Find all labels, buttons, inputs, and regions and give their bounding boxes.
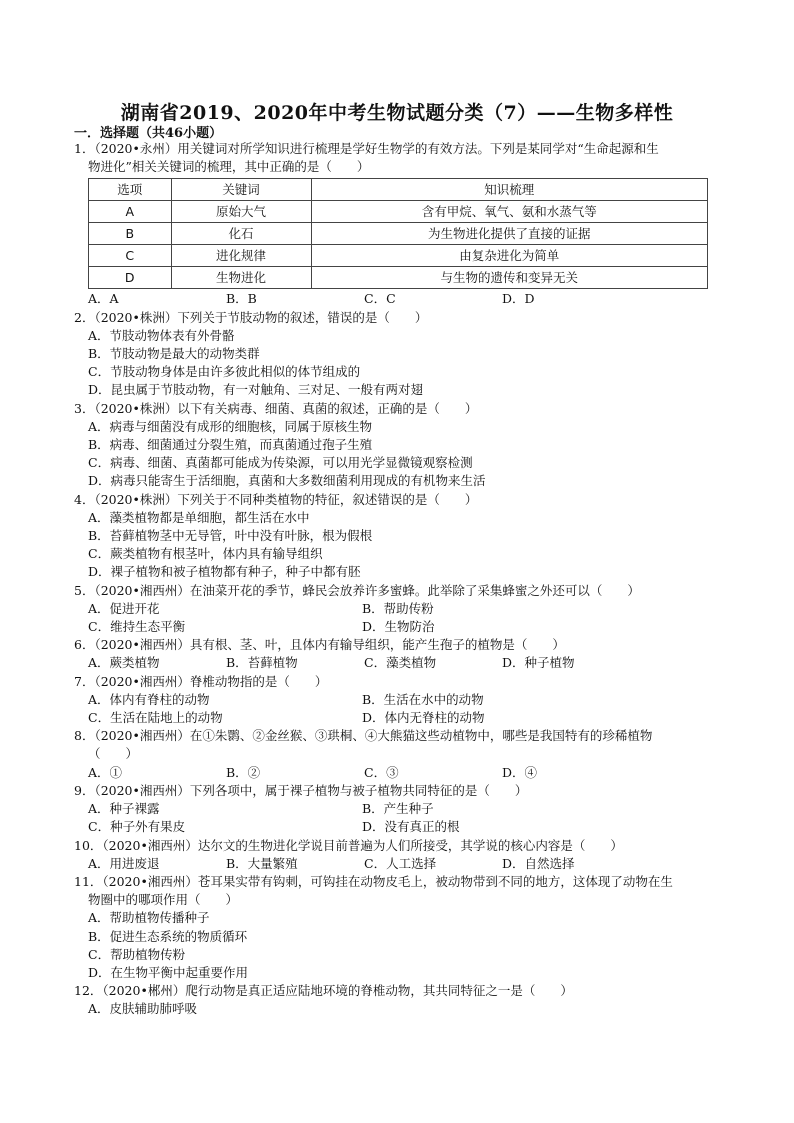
option-row [74, 691, 722, 709]
question-stem: 11．（2020•湘西州）苍耳果实带有钩刺，可钩挂在动物皮毛上，被动物带到不同的地方，这体现了动物在生 [74, 873, 673, 889]
table-cell: 含有甲烷、氧气、氨和水蒸气等 [311, 201, 707, 223]
option-a: A．用进废退 [88, 855, 160, 871]
option-c: C．C [364, 291, 396, 307]
question-stem: 5．（2020•湘西州）在油菜开花的季节，蜂民会放养许多蜜蜂。此举除了采集蜂蜜之外还可以（ ） [74, 582, 640, 598]
option-b: B．促进生态系统的物质循环 [88, 928, 248, 944]
table-cell: 原始大气 [171, 201, 311, 223]
option-b: B．苔藓植物 [226, 655, 298, 671]
question-5 [74, 582, 722, 637]
question-9 [74, 782, 722, 837]
option-d: D．裸子植物和被子植物都有种子，种子中都有胚 [88, 564, 361, 580]
table-row [89, 245, 708, 267]
option-c: C．种子外有果皮 [88, 819, 186, 835]
option-c: C．帮助植物传粉 [88, 946, 186, 962]
question-list [74, 140, 722, 1019]
option-row [74, 709, 722, 727]
option-a: A．蕨类植物 [88, 655, 160, 671]
table-cell: 由复杂进化为简单 [311, 245, 707, 267]
table-cell: D [89, 267, 172, 289]
option-a: A．节肢动物体表有外骨骼 [88, 327, 235, 343]
option-row [74, 600, 722, 618]
table-cell: C [89, 245, 172, 267]
option-row [74, 290, 722, 308]
table-cell: B [89, 223, 172, 245]
option-d: D．昆虫属于节肢动物，有一对触角、三对足、一般有两对翅 [88, 382, 424, 398]
question-3 [74, 400, 722, 491]
table-cell: 为生物进化提供了直接的证据 [311, 223, 707, 245]
question-6 [74, 636, 722, 672]
option-d: D．D [502, 291, 535, 307]
option-a: A．帮助植物传播种子 [88, 910, 210, 926]
question-stem: 1．（2020•永州）用关键词对所学知识进行梳理是学好生物学的有效方法。下列是某同学对“生命起源和生 [74, 141, 659, 156]
table-row [89, 223, 708, 245]
option-d: D．生物防治 [362, 619, 435, 635]
question-stem: 9．（2020•湘西州）下列各项中，属于裸子植物与被子植物共同特征的是（ ） [74, 782, 528, 798]
question-stem-continued: （ ） [88, 746, 139, 762]
question-stem: 8．（2020•湘西州）在①朱鹮、②金丝猴、③珙桐、④大熊猫这些动植物中，哪些是我国特有的珍稀植物 [74, 728, 653, 744]
option-b: B．节肢动物是最大的动物类群 [88, 346, 260, 362]
option-c: C．生活在陆地上的动物 [88, 710, 223, 726]
option-c: C．蕨类植物有根茎叶，体内具有输导组织 [88, 546, 323, 562]
option-row [74, 654, 722, 672]
table-cell: A [89, 201, 172, 223]
question-stem: 12．（2020•郴州）爬行动物是真正适应陆地环境的脊椎动物，其共同特征之一是（ ） [74, 983, 573, 999]
question-8 [74, 727, 722, 782]
option-a: A．藻类植物都是单细胞，都生活在水中 [88, 509, 310, 525]
table-cell: 进化规律 [171, 245, 311, 267]
option-c: C．人工选择 [364, 855, 437, 871]
question-stem: 7．（2020•湘西州）脊椎动物指的是（ ） [74, 673, 328, 689]
table-header-row [89, 179, 708, 201]
option-c: C．节肢动物身体是由许多彼此相似的体节组成的 [88, 364, 361, 380]
option-c: C．维持生态平衡 [88, 619, 186, 635]
option-a: A．皮肤辅助肺呼吸 [88, 1001, 198, 1017]
question-2 [74, 309, 722, 400]
option-d: D．没有真正的根 [362, 819, 460, 835]
option-c: C．病毒、细菌、真菌都可能成为传染源，可以用光学显微镜观察检测 [88, 455, 473, 471]
question-stem-continued: 物圈中的哪项作用（ ） [88, 892, 239, 908]
option-d: D．体内无脊柱的动物 [362, 710, 485, 726]
question-10 [74, 837, 722, 873]
option-b: B．② [226, 764, 261, 780]
question-stem: 10．（2020•湘西州）达尔文的生物进化学说目前普遍为人们所接受，其学说的核心内容是（ ） [74, 837, 623, 853]
table-cell: 生物进化 [171, 267, 311, 289]
option-b: B．产生种子 [362, 801, 434, 817]
question-4 [74, 491, 722, 582]
question-stem: 6．（2020•湘西州）具有根、茎、叶，且体内有输导组织，能产生孢子的植物是（ ） [74, 637, 565, 653]
option-a: A．促进开花 [88, 600, 160, 616]
option-a: A．种子裸露 [88, 801, 160, 817]
option-c: C．③ [364, 764, 399, 780]
option-b: B．帮助传粉 [362, 600, 434, 616]
document-title: 湖南省2019、2020年中考生物试题分类（7）——生物多样性 [120, 102, 674, 124]
option-row [74, 618, 722, 636]
option-row [74, 764, 722, 782]
option-d: D．在生物平衡中起重要作用 [88, 964, 249, 980]
knowledge-table [88, 178, 708, 289]
option-d: D．④ [502, 764, 538, 780]
option-row [74, 855, 722, 873]
option-a: A．A [88, 291, 119, 307]
table-cell: 与生物的遗传和变异无关 [311, 267, 707, 289]
option-d: D．自然选择 [502, 855, 575, 871]
table-header: 关键词 [171, 179, 311, 201]
option-c: C．藻类植物 [364, 655, 437, 671]
option-a: A．病毒与细菌没有成形的细胞核，同属于原核生物 [88, 418, 373, 434]
option-a: A．体内有脊柱的动物 [88, 691, 210, 707]
option-b: B．病毒、细菌通过分裂生殖，而真菌通过孢子生殖 [88, 437, 373, 453]
question-11 [74, 873, 722, 982]
table-row [89, 267, 708, 289]
table-row [89, 201, 708, 223]
table-cell: 化石 [171, 223, 311, 245]
question-stem: 4．（2020•株洲）下列关于不同种类植物的特征，叙述错误的是（ ） [74, 491, 478, 507]
option-a: A．① [88, 764, 123, 780]
option-b: B．苔藓植物茎中无导管，叶中没有叶脉，根为假根 [88, 528, 373, 544]
question-1 [74, 140, 722, 309]
option-d: D．种子植物 [502, 655, 575, 671]
question-12 [74, 982, 722, 1018]
section-heading: 一．选择题（共46小题） [74, 126, 223, 141]
table-header: 选项 [89, 179, 172, 201]
option-b: B．B [226, 291, 257, 307]
question-7 [74, 673, 722, 728]
option-row [74, 818, 722, 836]
option-d: D．病毒只能寄生于活细胞，真菌和大多数细菌利用现成的有机物来生活 [88, 473, 486, 489]
option-b: B．大量繁殖 [226, 855, 298, 871]
option-row [74, 800, 722, 818]
question-stem-continued: 物进化”相关关键词的梳理，其中正确的是（ ） [88, 159, 370, 175]
table-header: 知识梳理 [311, 179, 707, 201]
option-b: B．生活在水中的动物 [362, 691, 484, 707]
question-stem: 2．（2020•株洲）下列关于节肢动物的叙述，错误的是（ ） [74, 309, 428, 325]
question-stem: 3．（2020•株洲）以下有关病毒、细菌、真菌的叙述，正确的是（ ） [74, 400, 478, 416]
